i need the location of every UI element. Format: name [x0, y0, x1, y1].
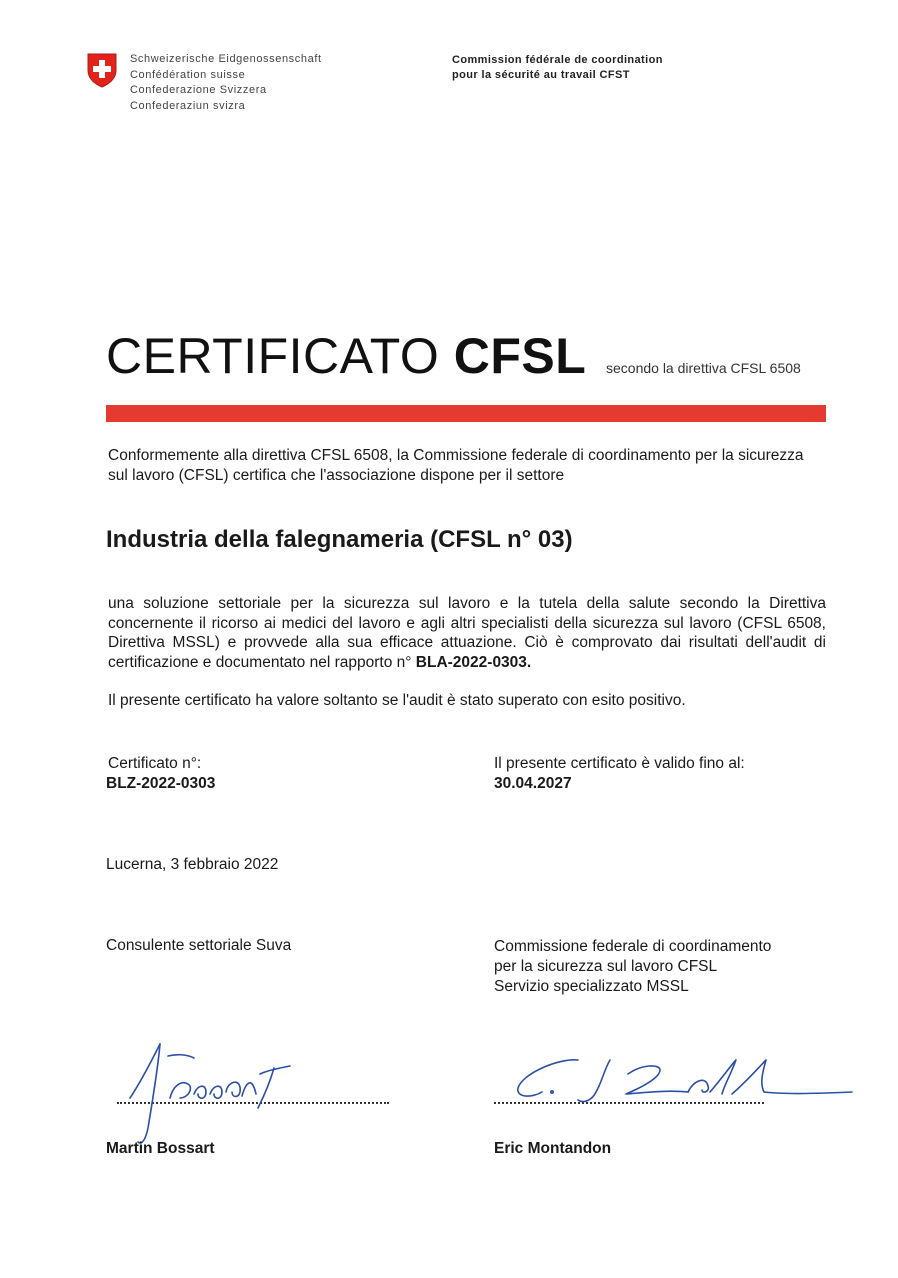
- title-main: CERTIFICATO: [106, 328, 440, 384]
- title-subtitle: secondo la direttiva CFSL 6508: [606, 360, 801, 376]
- commission-line-2: pour la sécurité au travail CFST: [452, 69, 630, 81]
- valid-until-date: 30.04.2027: [494, 775, 572, 792]
- federation-name-it: Confederazione Svizzera: [130, 84, 267, 96]
- right-signatory-name: Eric Montandon: [494, 1140, 612, 1157]
- sector-heading: Industria della falegnameria (CFSL n° 03): [106, 526, 573, 553]
- federation-name-rm: Confederaziun svizra: [130, 99, 246, 112]
- left-signature-icon: [118, 1038, 318, 1148]
- swiss-emblem-icon: [86, 52, 118, 88]
- certificate-number-label: Certificato n°:: [108, 755, 202, 772]
- right-signatory-org: [494, 937, 771, 997]
- validity-note: Il presente certificato ha valore soltanto se l'audit è stato superato con esito positivo.: [108, 692, 686, 709]
- commission-line-1: Commission fédérale de coordination: [452, 54, 663, 66]
- right-org-line-3: Servizio specializzato MSSL: [494, 978, 689, 995]
- valid-until-label: Il presente certificato è valido fino al:: [494, 755, 745, 772]
- federation-name-de: Schweizerische Eidgenossenschaft: [130, 53, 322, 65]
- red-divider-bar: [106, 405, 826, 422]
- right-org-line-2: per la sicurezza sul lavoro CFSL: [494, 958, 718, 975]
- place-date: Lucerna, 3 febbraio 2022: [106, 856, 279, 873]
- body-text: una soluzione settoriale per la sicurezza sul lavoro e la tutela della salute secondo la Direttiva concernente il ricorso ai medici del lavoro e agli altri specialisti della sicurezza sul lavoro (CFSL 6508, Direttiva MSSL) e provvede alla sua efficace attuazione. Ciò è comprovato dai risultati dell'audit di certificazione e documentato nel rapporto n°: [108, 595, 826, 671]
- certificate-number: BLZ-2022-0303: [106, 775, 216, 792]
- intro-paragraph: Conformemente alla direttiva CFSL 6508, la Commissione federale di coordinamento per la sicurezza sul lavoro (CFSL) certifica che l'associazione dispone per il settore: [108, 447, 804, 484]
- certificate-title: [106, 326, 586, 386]
- federation-names: [130, 52, 322, 114]
- title-bold: CFSL: [453, 328, 587, 384]
- federation-name-fr: Confédération suisse: [130, 68, 246, 81]
- right-signature-icon: [510, 1052, 855, 1112]
- report-number: BLA-2022-0303.: [415, 653, 532, 671]
- left-signatory-org: Consulente settoriale Suva: [106, 937, 292, 954]
- left-signatory-name: Martin Bossart: [106, 1140, 215, 1157]
- commission-header: [452, 53, 663, 83]
- body-paragraph: [108, 594, 826, 672]
- right-org-line-1: Commissione federale di coordinamento: [494, 938, 772, 955]
